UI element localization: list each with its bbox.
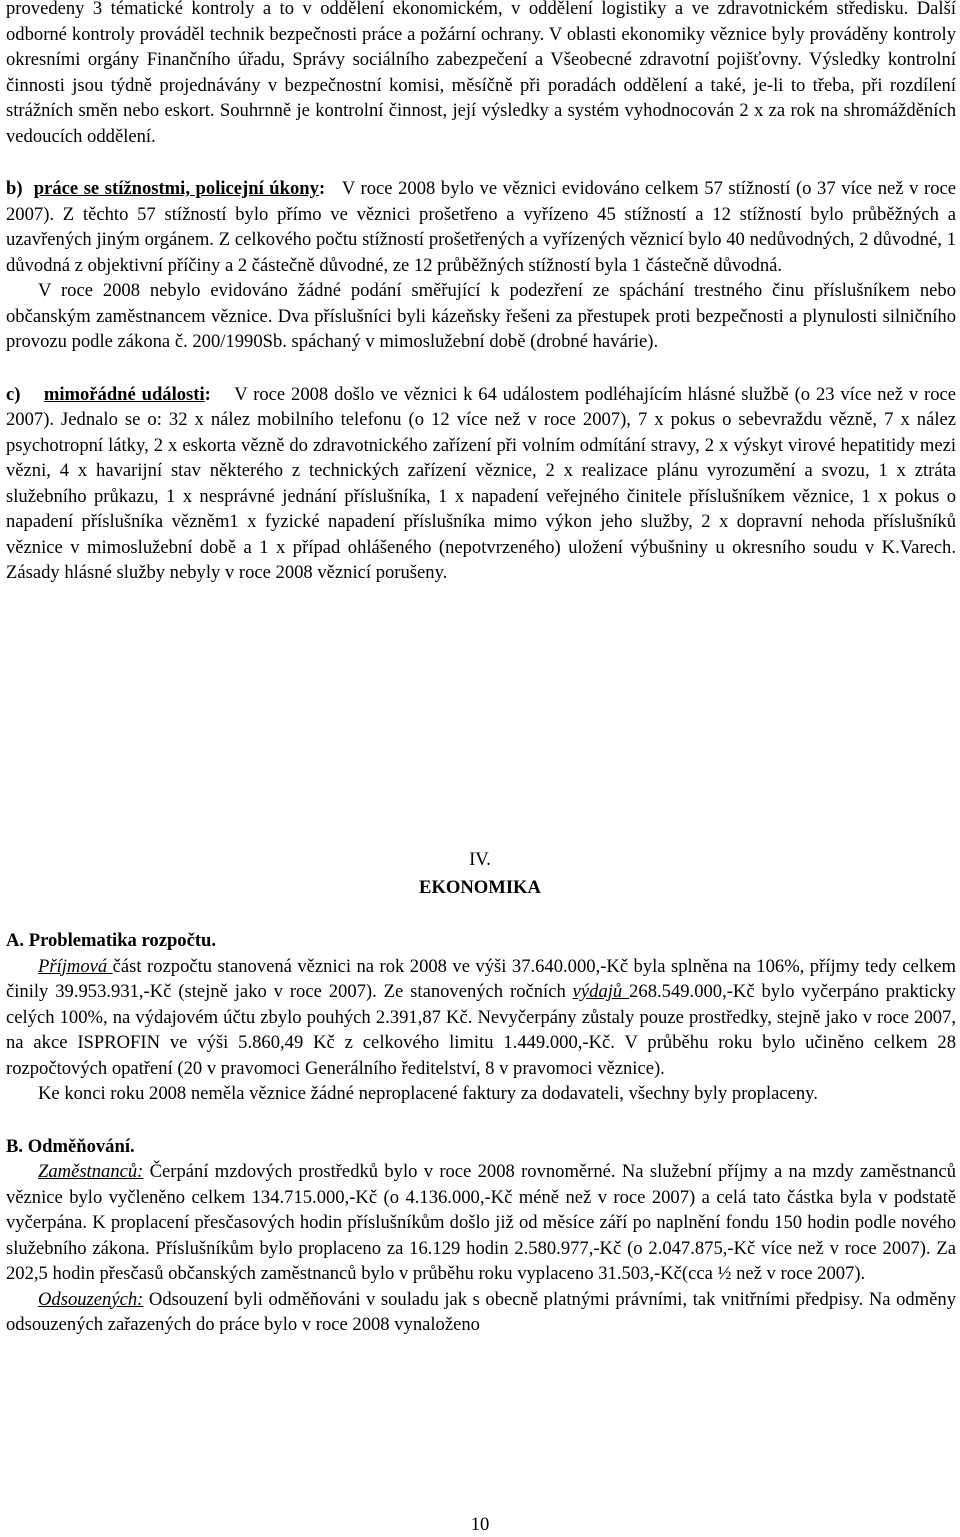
section-b-paragraph [6, 176, 956, 278]
employees-text: Čerpání mzdových prostředků bylo v roce 2008 rovnoměrné. Na služební příjmy a na mzdy zaměstnanců věznice bylo vyčleněno celkem 134.715.000,-Kč (o 4.136.000,-Kč méně než v roce 2007) a celá tato částka byla v podstatě vyčerpána. K proplacení přesčasových hodin příslušníkům došlo již od měsíce září po naplnění fondu 150 hodin podle nového služebního zákona. Příslušníkům bylo proplaceno za 16.129 hodin 2.580.977,-Kč (o 2.047.875,-Kč více než v roce 2007). Za 202,5 hodin přesčasů občanských zaměstnanců bylo v průběhu roku vyplaceno 31.503,-Kč(cca ½ než v roce 2007). [6, 1161, 956, 1284]
section-a-paragraph-1 [6, 954, 956, 1082]
economics-section [6, 928, 956, 1338]
chapter-title: EKONOMIKA [419, 877, 541, 898]
section-b-heading: práce se stížnostmi, policejní úkony [33, 178, 319, 199]
section-a-title: A. Problematika rozpočtu. [6, 930, 217, 951]
section-b-title: B. Odměňování. [6, 1135, 135, 1157]
intro-paragraph: provedeny 3 tématické kontroly a to v oddělení ekonomickém, v oddělení logistiky a ve zdravotnickém středisku. Další odborné kontroly prováděl technik bezpečnosti práce a požární ochrany. V oblasti ekonomiky věznice byly prováděny kontroly okresními orgány Finančního úřadu, Správy sociálního zabezpečení a Všeobecné zdravotní pojišťovny. Výsledky kontrolní činnosti jsou týdně projednávány v bezpečnostní komisi, měsíčně při poradách oddělení a také, je-li to třeba, při rozdílení strážních směn nebo eskort. Souhrnně je kontrolní činnost, její výsledky a systém vyhodnocován 2 x za rok na shromážděních vedoucích oddělení. [6, 0, 956, 147]
section-b-colon: : [318, 178, 326, 199]
chapter-heading [0, 846, 960, 902]
income-label: Příjmová [38, 955, 113, 977]
section-b-marker: b) [6, 178, 23, 199]
section-c-text: V roce 2008 došlo ve věznici k 64 událostem podléhajícím hlásné službě (o 23 více než v roce 2007). Jednalo se o: 32 x nález mobilního telefonu (o 12 více než v roce 2007), 7 x pokus o sebevraždu vězně, 7 x nález psychotropní látky, 2 x eskorta vězně do zdravotnického zařízení při volním odmítání stravy, 2 x výskyt virové hepatitidy mezi vězni, 4 x havarijní stav některého z technických zařízení věznice, 2 x realizace plánu vyrozumění a svozu, 1 x ztráta služebního průkazu, 1 x nesprávné jednání příslušníka, 1 x napadení veřejného činitele příslušníkem věznice, 1 x pokus o napadení příslušníka vězněm1 x fyzické napadení příslušníka mimo výkon jeho služby, 2 x dopravní nehoda příslušníků věznice v mimoslužební době a 1 x případ ohlášeného (nepotvrzeného) uložení výbušniny u okresního soudu v K.Varech. Zásady hlásné služby nebyly v roce 2008 věznicí porušeny. [6, 383, 956, 583]
section-a-text-1: část rozpočtu stanovená věznici na rok 2008 ve výši 37.640.000,-Kč byla splněna na 106%, příjmy tedy celkem činily 39.953.931,-Kč (stejně jako v roce 2007). Ze stanovených ročních [6, 955, 956, 1002]
section-c-marker: c) [6, 383, 21, 405]
convicts-text: Odsouzení byli odměňováni v souladu jak s obecně platnými právními, tak vnitřními předpisy. Na odměny odsouzených zařazených do práce bylo v roce 2008 vynaloženo [6, 1288, 956, 1335]
section-b-remuneration-paragraph-2 [6, 1287, 956, 1338]
section-c-heading: mimořádné události [43, 383, 205, 405]
section-a-text-2: 268.549.000,-Kč bylo vyčerpáno prakticky celých 100%, na výdajovém účtu zbylo pouhých 2.391,87 Kč. Nevyčerpány zůstaly pouze prostředky, stejně jako v roce 2007, na akce ISPROFIN ve výši 5.860,49 Kč z celkového limitu 1.449.000,-Kč. V průběhu roku bylo učiněno celkem 28 rozpočtových opatření (20 v pravomoci Generálního ředitelství, 8 v pravomoci věznice). [6, 981, 956, 1079]
section-b-paragraph-2: V roce 2008 nebylo evidováno žádné podání směřující k podezření ze spáchání trestného činu příslušníkem nebo občanským zaměstnancem věznice. Dva příslušníci byli kázeňsky řešeni za přestupek proti bezpečnosti a plynulosti silničního provozu podle zákona č. 200/1990Sb. spáchaný v mimoslužební době (drobné havárie). [6, 280, 956, 352]
section-b-remuneration-paragraph-1 [6, 1159, 956, 1287]
employees-label: Zaměstnanců: [38, 1161, 144, 1182]
convicts-label: Odsouzených: [38, 1288, 144, 1310]
page-number: 10 [470, 1514, 490, 1535]
document-page [6, 0, 956, 586]
section-c-colon: : [204, 383, 211, 405]
section-a-paragraph-2: Ke konci roku 2008 neměla věznice žádné neproplacené faktury za dodavateli, všechny byly proplaceny. [38, 1083, 818, 1104]
section-b-text: V roce 2008 bylo ve věznici evidováno celkem 57 stížností (o 37 více než v roce 2007). Z těchto 57 stížností bylo přímo ve věznici prošetřeno a vyřízeno 45 stížností a 12 stížností bylo průběžných a uzavřených jiným orgánem. Z celkového počtu stížností prošetřených a vyřízených věznicí bylo 40 nedůvodných, 2 důvodné, 1 důvodná z objektivní příčiny a 2 částečně důvodné, ze 12 průběžných stížností byla 1 částečně důvodná. [6, 178, 957, 276]
expenses-label: výdajů [572, 981, 630, 1002]
chapter-number: IV. [469, 849, 491, 870]
section-c-paragraph [6, 382, 956, 586]
